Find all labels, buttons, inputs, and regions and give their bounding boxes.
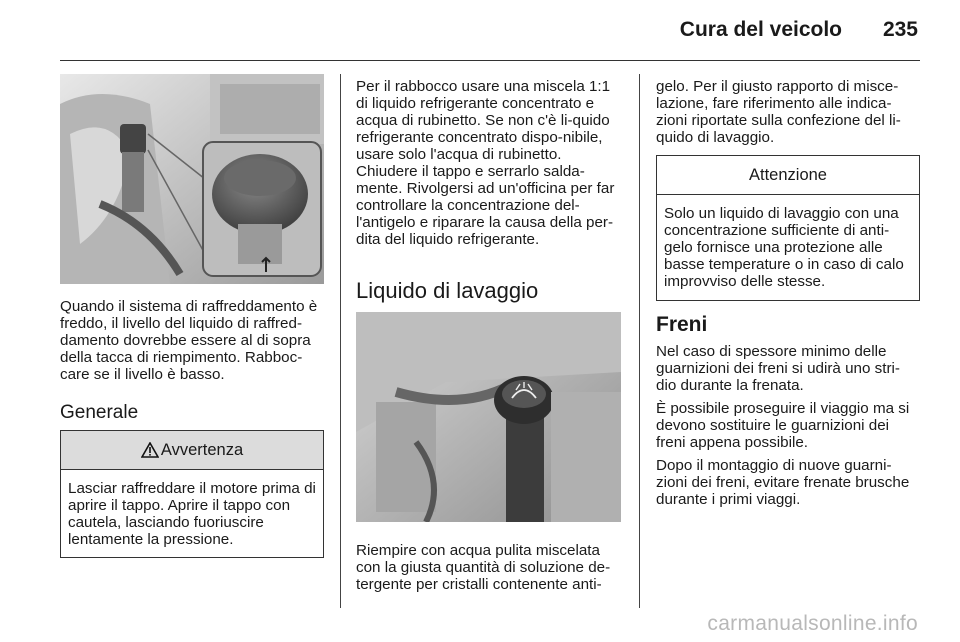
page-header [0, 0, 960, 62]
washer-fill-paragraph: Riempire con acqua pulita miscelata con la giusta quantità di soluzione de-tergente per cristalli contenente anti- [356, 542, 611, 593]
notice-box-title: Attenzione [749, 165, 827, 184]
lavaggio-heading-wrap [356, 278, 622, 304]
coolant-refill-paragraph: Per il rabbocco usare una miscela 1:1 di liquido refrigerante concentrato e acqua di rubinetto. Se non c'è li-quido refrigerante concentrato dispo-nibile, usare solo l'acqua di rubinetto. Chiudere il tappo e serrarlo salda-mente. Rivolgersi ad un'officina per far controllare la concentrazione del-l'antigelo e riparare la causa della per-dita del liquido refrigerante. [356, 78, 615, 248]
warning-box-title: Avvertenza [160, 440, 244, 459]
brake-bedding-paragraph: Dopo il montaggio di nuove guarni-zioni dei freni, evitare frenate brusche durante i primi viaggi. [656, 457, 910, 508]
section-title: Cura del veicolo [679, 18, 842, 41]
coolant-level-paragraph: Quando il sistema di raffreddamento è freddo, il livello del liquido di raffred-damento dovrebbe essere al di sopra della tacca di riempimento. Rabboc-care se il livello è basso. [60, 298, 318, 383]
warning-triangle-icon [141, 442, 159, 458]
heading-generale: Generale [60, 402, 139, 423]
header-rule [60, 60, 920, 61]
notice-box-body: Solo un liquido di lavaggio con una concentrazione sufficiente di anti-gelo fornisce una protezione alle basse temperature o in caso di calo improvviso delle stesse. [664, 205, 904, 290]
warning-box-body: Lasciar raffreddare il motore prima di aprire il tappo. Aprire il tappo con cautela, lasciando fuoriuscire lentamente la pressione. [68, 480, 316, 548]
heading-liquido-di-lavaggio: Liquido di lavaggio [356, 278, 539, 303]
generale-heading-wrap [60, 402, 324, 424]
column-1 [60, 298, 324, 383]
column-2 [356, 78, 622, 248]
heading-freni: Freni [656, 313, 708, 336]
warning-box-header [61, 431, 323, 470]
watermark: carmanualsonline.info [707, 612, 918, 635]
brake-pad-replace-paragraph: È possibile proseguire il viaggio ma si devono sostituire le guarnizioni dei freni appena possibile. [656, 400, 910, 451]
warning-box [60, 430, 324, 558]
coolant-reservoir-cap-photo [60, 74, 324, 284]
notice-box-header [657, 156, 919, 195]
brake-pad-noise-paragraph: Nel caso di spessore minimo delle guarnizioni dei freni si udirà uno stri-dio durante la frenata. [656, 343, 900, 394]
notice-box [656, 155, 920, 301]
column-divider [639, 74, 640, 608]
column-divider [340, 74, 341, 608]
freni-section [656, 313, 920, 508]
page-number: 235 [882, 18, 918, 41]
antifreeze-ratio-paragraph: gelo. Per il giusto rapporto di misce-lazione, fare riferimento alle indica-zioni riportate sulla confezione del li-quido di lavaggio. [656, 78, 901, 146]
washer-paragraph-wrap [356, 542, 622, 593]
column-3 [656, 78, 920, 146]
washer-fluid-reservoir-photo [356, 312, 621, 522]
